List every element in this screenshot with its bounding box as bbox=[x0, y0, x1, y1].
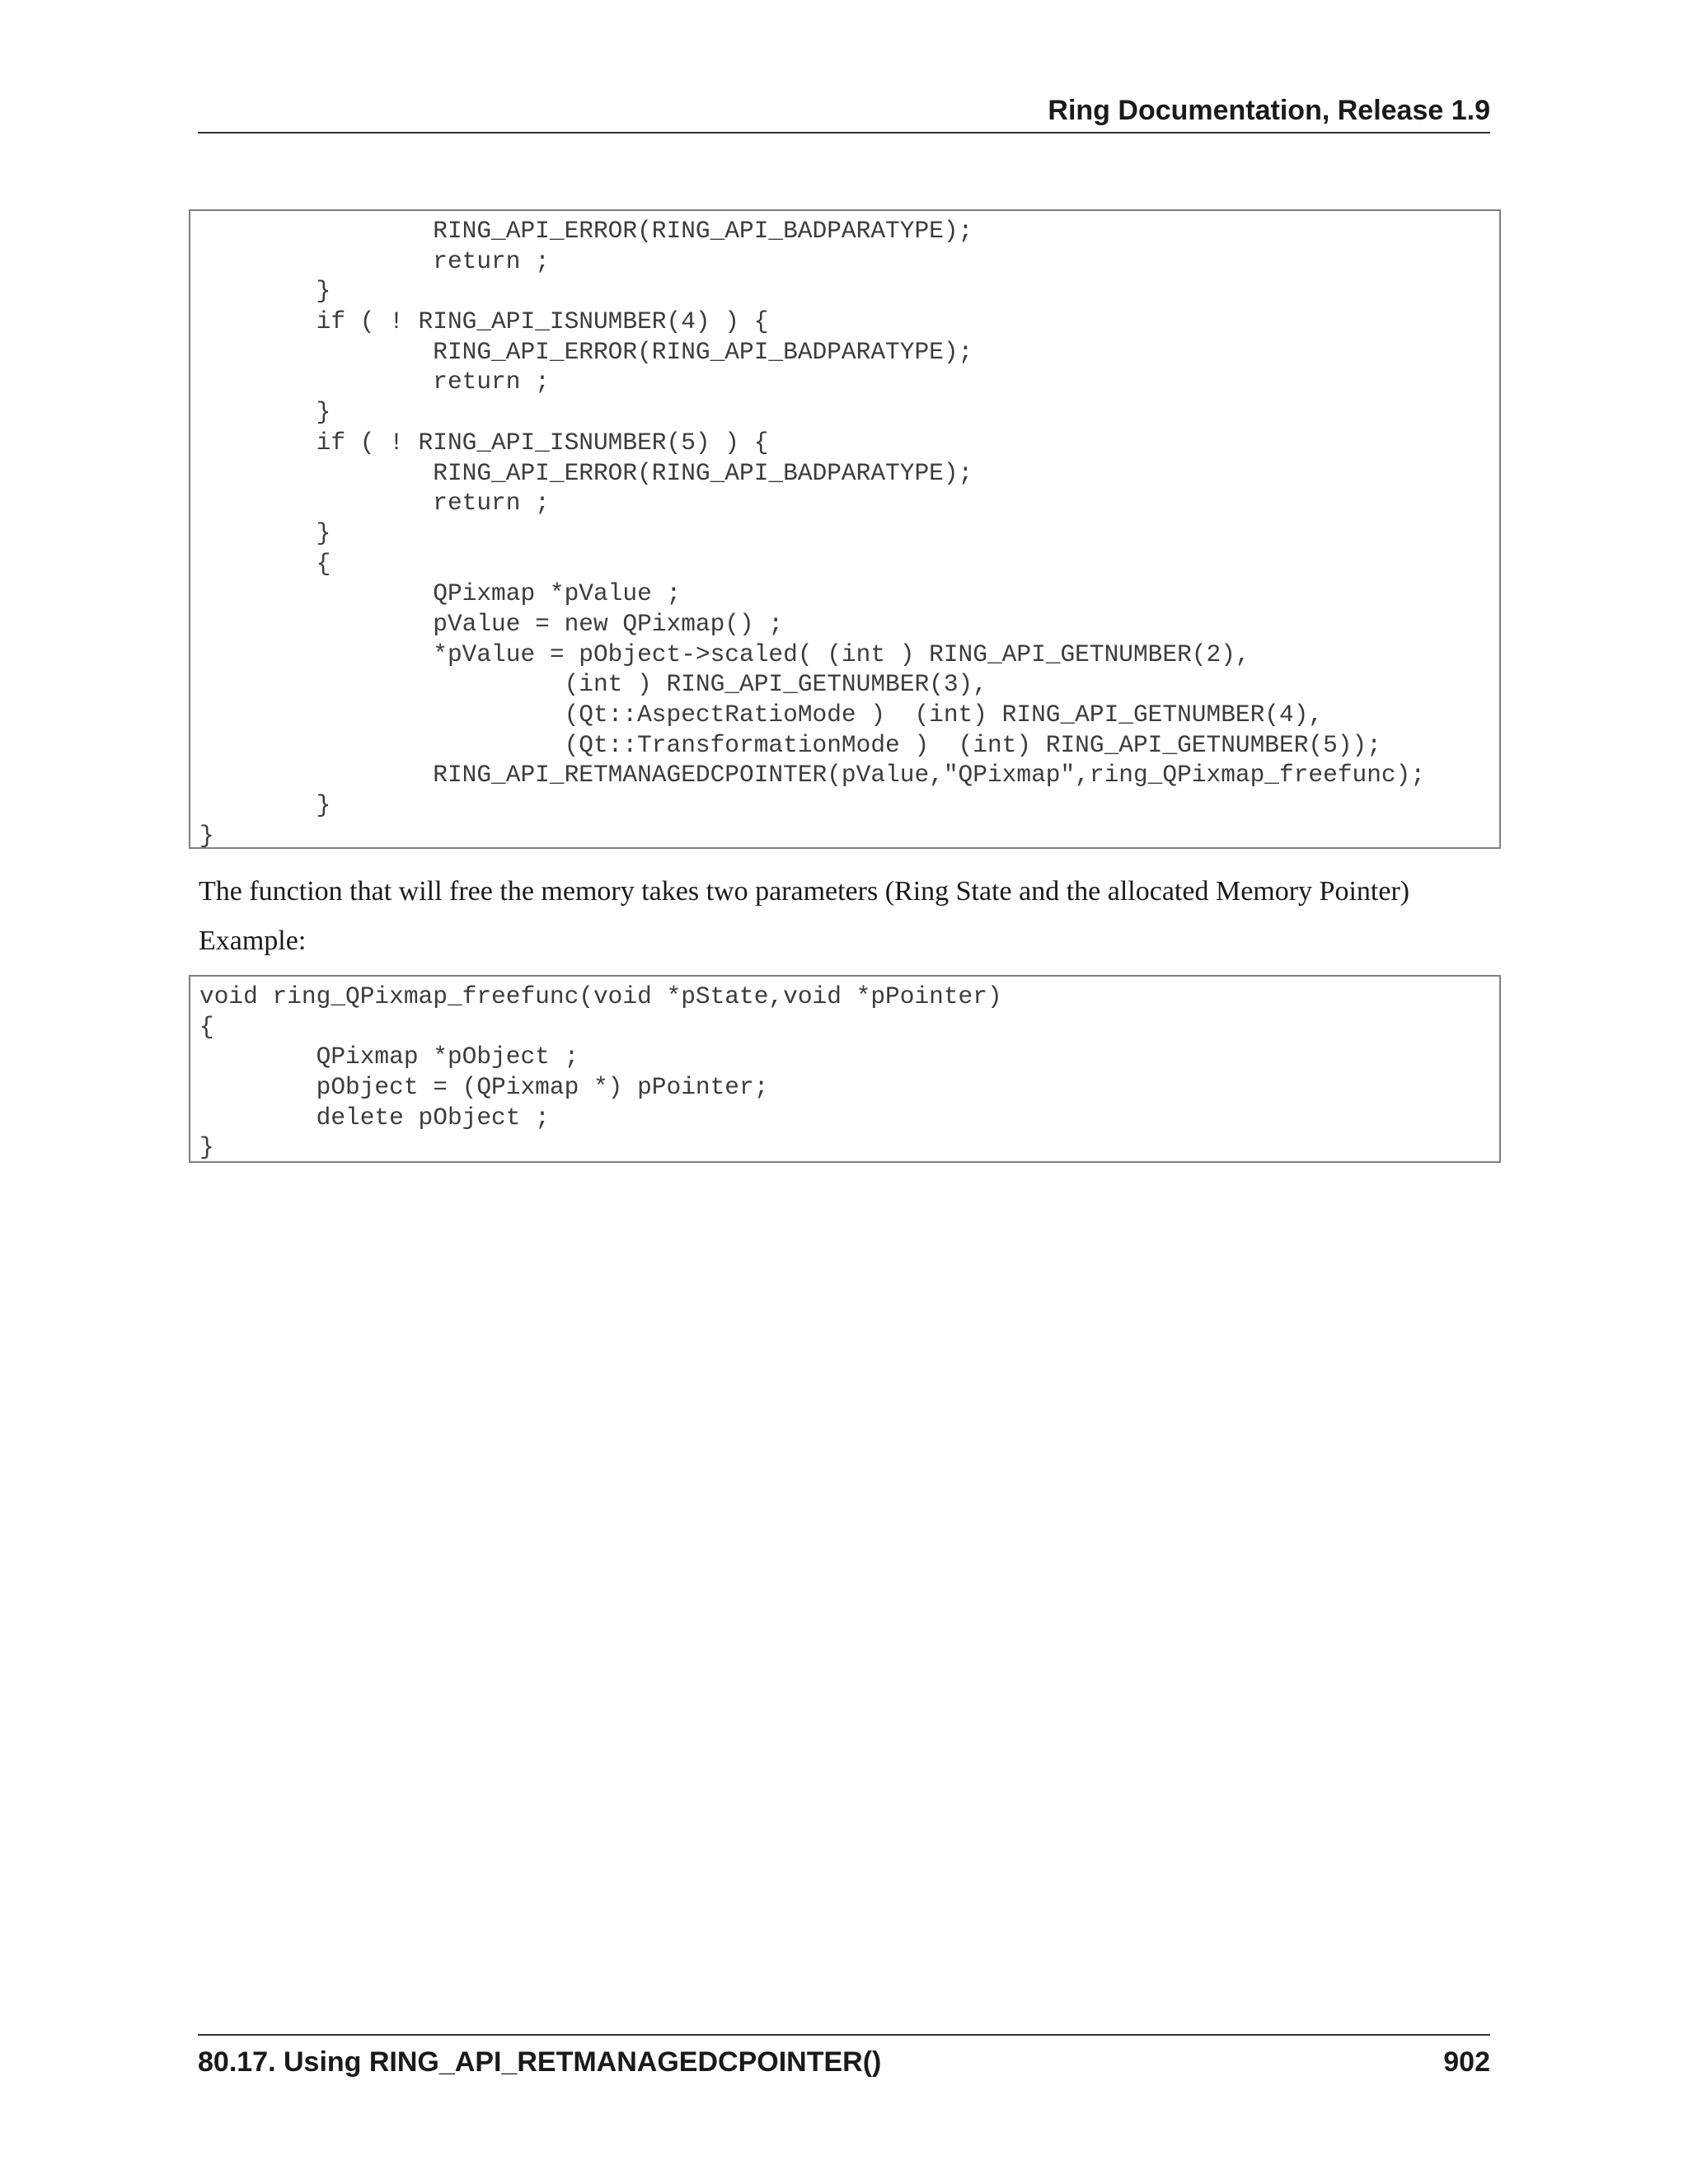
code-line: pValue = new QPixmap() ; bbox=[199, 609, 784, 638]
code-line: } bbox=[199, 821, 214, 849]
code-line: RING_API_ERROR(RING_API_BADPARATYPE); bbox=[199, 337, 973, 366]
code-line: } bbox=[199, 1133, 214, 1162]
paragraph-example-label: Example: bbox=[199, 926, 307, 956]
code-line: { bbox=[199, 549, 331, 578]
code-line: } bbox=[199, 518, 331, 547]
code-line: (Qt::TransformationMode ) (int) RING_API_GETNUMBER(5)); bbox=[199, 730, 1381, 759]
code-line: RING_API_RETMANAGEDCPOINTER(pValue,"QPixmap",ring_QPixmap_freefunc); bbox=[199, 761, 1426, 790]
section-title: 80.17. Using RING_API_RETMANAGEDCPOINTER() bbox=[198, 2046, 882, 2078]
page-footer bbox=[198, 2034, 1490, 2082]
code-line: } bbox=[199, 791, 331, 820]
page-header bbox=[198, 91, 1490, 134]
code-line: void ring_QPixmap_freefunc(void *pState,void *pPointer) bbox=[199, 982, 1002, 1010]
code-line: } bbox=[199, 398, 331, 427]
code-block-free-function bbox=[189, 975, 1501, 1163]
code-line: if ( ! RING_API_ISNUMBER(5) ) { bbox=[199, 428, 769, 457]
code-line: return ; bbox=[199, 489, 550, 518]
code-line: QPixmap *pObject ; bbox=[199, 1043, 579, 1071]
code-line: QPixmap *pValue ; bbox=[199, 579, 682, 608]
code-line: return ; bbox=[199, 246, 550, 275]
paragraph-free-function-description: The function that will free the memory takes two parameters (Ring State and the allocated Memory Pointer) bbox=[199, 876, 1410, 907]
code-line: pObject = (QPixmap *) pPointer; bbox=[199, 1073, 769, 1102]
code-line: RING_API_ERROR(RING_API_BADPARATYPE); bbox=[199, 458, 973, 487]
code-line: *pValue = pObject->scaled( (int ) RING_API_GETNUMBER(2), bbox=[199, 640, 1250, 668]
code-line: if ( ! RING_API_ISNUMBER(4) ) { bbox=[199, 307, 769, 336]
code-line: return ; bbox=[199, 368, 550, 396]
code-line: delete pObject ; bbox=[199, 1103, 550, 1132]
page-number: 902 bbox=[1443, 2046, 1490, 2078]
code-block-scaled-function bbox=[189, 209, 1501, 849]
code-line: RING_API_ERROR(RING_API_BADPARATYPE); bbox=[199, 217, 973, 245]
code-line: { bbox=[199, 1012, 214, 1041]
code-line: } bbox=[199, 277, 331, 306]
document-title: Ring Documentation, Release 1.9 bbox=[1048, 95, 1490, 126]
code-line: (int ) RING_API_GETNUMBER(3), bbox=[199, 670, 987, 699]
code-line: (Qt::AspectRatioMode ) (int) RING_API_GETNUMBER(4), bbox=[199, 701, 1324, 729]
